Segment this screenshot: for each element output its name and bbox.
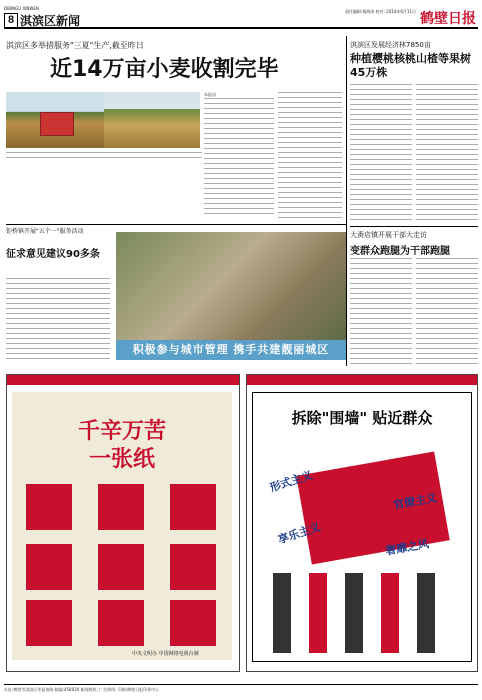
ad-right-header — [247, 375, 477, 392]
left-story-body — [6, 278, 110, 362]
mid-right-headline: 变群众跑腿为干部跑腿 — [350, 246, 450, 257]
column-divider — [346, 36, 347, 366]
lead-body-col1 — [204, 98, 274, 218]
ad-right-title: 拆除"围墙" 贴近群众 — [291, 409, 433, 427]
right-top-kicker: 淇滨区发展经济林7850亩 — [350, 41, 431, 49]
wall-demolition-poster — [252, 392, 472, 662]
photo-banner — [116, 340, 346, 360]
paper-cut-art — [98, 544, 144, 590]
lead-headline: 近14万亩小麦收割完毕 — [50, 57, 279, 82]
mid-right-body-col2 — [416, 258, 478, 364]
newspaper-brand: 鹤壁日报 — [420, 11, 476, 27]
mid-right-body-col1 — [350, 258, 412, 364]
lead-body-col2 — [278, 92, 342, 218]
wall-label: 享乐主义 — [276, 520, 323, 547]
right-top-body-col1 — [350, 84, 412, 224]
left-story-headline: 征求意见建议90多条 — [6, 249, 100, 260]
horizontal-divider — [6, 224, 346, 225]
photo-caption — [6, 152, 202, 160]
ad-right-header-text: 党的群众路线教育实践活动 公益广告 — [251, 386, 333, 392]
city-management-photo — [116, 232, 346, 340]
paper-cut-art — [98, 600, 144, 646]
photo-banner-text: 积极参与城市管理 携手共建靓丽城区 — [132, 343, 330, 356]
paper-cut-art — [26, 484, 72, 530]
page-number: 8 — [4, 13, 18, 28]
paper-cut-art — [170, 544, 216, 590]
paper-cut-art — [26, 544, 72, 590]
section-title: 淇滨区新闻 — [20, 14, 81, 28]
paper-cut-art — [26, 600, 72, 646]
ad-left-header — [7, 375, 239, 392]
ad-left-title-2: 一张纸 — [88, 446, 155, 472]
mid-right-kicker: 大赉店镇开展干部大走访 — [350, 231, 427, 239]
right-top-headline: 种植樱桃核桃山楂等果树45万株 — [350, 52, 471, 79]
header-meta: 责任编辑:杨海涛 校对: 2014年6月11日 — [344, 9, 416, 14]
left-story-kicker: 钜桥镇开展"五个一"服务活动 — [6, 228, 84, 235]
right-top-body-col2 — [416, 84, 478, 224]
header-small-text: DIBINGU XINWEN — [4, 6, 39, 11]
wall-label: 形式主义 — [268, 468, 315, 495]
paper-cut-art — [98, 484, 144, 530]
footer: 社址:鹤壁市淇滨区华夏南路 邮编:458030 新闻热线: 广告热线: 印刷:鹤壁日报印务中心 — [4, 684, 478, 695]
paper-cut-ad-background — [12, 392, 232, 660]
combine-harvester-image — [40, 112, 74, 136]
ad-left-credit: 中央文明办 中国网络电视台制 — [132, 651, 199, 657]
lead-kicker: 淇滨区多举措服务"三夏"生产,截至昨日 — [6, 41, 144, 50]
right-divider — [350, 226, 478, 227]
paper-cut-art — [170, 600, 216, 646]
ad-left-title-1: 千辛万苦 — [77, 418, 166, 444]
ad-left-header-text: "讲文明树新风"公益广告 — [11, 386, 66, 392]
crowd-illustration — [273, 573, 453, 653]
paper-cut-art — [170, 484, 216, 530]
wall-label: 官僚主义 — [392, 491, 438, 512]
lead-byline: 本报讯 — [204, 92, 216, 97]
lead-photo-field — [104, 92, 200, 148]
wall-label: 奢靡之风 — [384, 537, 430, 558]
